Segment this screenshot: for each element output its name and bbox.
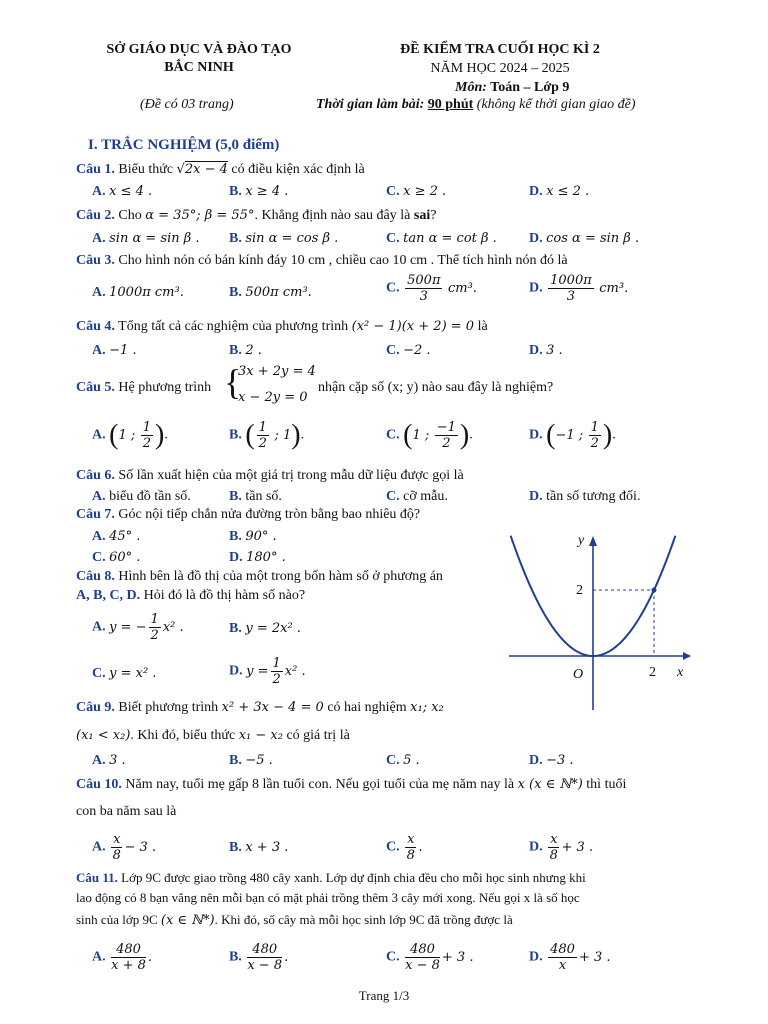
- q10-option-b: B. x + 3 .: [229, 840, 289, 855]
- q9-option-b: B. −5 .: [229, 753, 273, 768]
- q8-option-c: C. y = x² .: [92, 666, 157, 681]
- q5-option-b: B. ( $\frac{1}{2}$ ; 1).: [229, 419, 305, 451]
- exam-page: SỞ GIÁO DỤC VÀ ĐÀO TẠO BẮC NINH (Đề có 03 trang) ĐỀ KIỂM TRA CUỐI HỌC KÌ 2 NĂM HỌC 2024 – 2025 Môn: Toán – Lớp 9 Thời gian làm bài: 90 phút (không kể thời gian giao đề) I. TRẮC NGHIỆM (5,0 điểm) Câu 1. Biểu thức √2x − 4 có điều kiện xác định là A. x ≤ 4 . B. x ≥ 4 . C. x ≥ 2 . D. x ≤ 2 . Câu 2. Cho α = 35°; β = 55°. Khẳng định nào sau đây là sai? A. sin α = sin β . B. sin α = cos β . C. tan α = cot β . D. cos α = sin β . Câu 3. Cho hình nón có bán kính đáy 10 cm , chiều cao 10 cm . Thể tích hình nón đó là A. 1000π cm³. B. 500π cm³. C. $\frac{500\pi}{3}$ cm³. D. $\frac{1000\pi}{3}$ cm³. Câu 4. Tổng tất cả các nghiệm của phương trình (x² − 1)(x + 2) = 0 là A. −1 . B. 2 . C. −2 . D. 3 . Câu 5. Hệ phương trình { 3x + 2y = 4 x − 2y = 0 nhận cặp số (x; y) nào sau đây là nghiệm? A. (1 ; $\frac{1}{2}$ ). B. ( $\frac{1}{2}$ ; 1). C. (1 ; $\frac{-1}{2}$ ). D. (−1 ; $\frac{1}{2}$ ). Câu 6. Số lần xuất hiện của một giá trị trong mẫu dữ liệu được gọi là A. biểu đồ tần số. B. tần số. C. cỡ mẫu. D. tần số tương đối. Câu 7. Góc nội tiếp chắn nửa đường tròn bằng bao nhiêu độ? A. 45° . B. 90° . C. 60° . D. 180° . Câu 8. Hình bên là đồ thị của một trong bốn hàm số ở phương án A, B, C, D. Hỏi đó là đồ thị hàm số nào? A. y = − $\frac{1}{2}$ x² . B. y = 2x² . C. y = x² . D. y = $\frac{1}{2}$ x² . y x O 2 2 Câu 9. Biết phương trình x² + 3x − 4 = 0 có hai nghiệm x₁; x₂ (x₁ < x₂). Khi đó, biểu thức x₁ − x₂ có giá trị là A. 3 . B. −5 . C. 5 . D. −3 . Câu 10. Năm nay, tuổi mẹ gấp 8 lần tuổi con. Nếu gọi tuổi của mẹ năm nay là x (x ∈ ℕ*) thì tuổi con ba năm sau là A. $\frac{x}{8}$ − 3 . B. x + 3 . C. $\frac{x}{8}$ . D. $\frac{x}{8}$ + 3 . Câu 11. Lớp 9C được giao trồng 480 cây xanh. Lớp dự định chia đều cho mỗi học sinh nhưng khi lao động có 8 bạn vắng nên mỗi bạn có mặt phải trồng thêm 3 cây mới xong. Nếu gọi x là số học sinh của lớp 9C (x ∈ ℕ*). Khi đó, số cây mà mỗi học sinh lớp 9C đã trồng được là A. $\frac{480}{x + 8}$ . B. $\frac{480}{x - 8}$ . C. $\frac{480}{x - 8}$ + 3 . D. $\frac{480}{x}$ + 3 . Trang 1/3: [0, 0, 768, 1024]
- q7-stem: Câu 7. Góc nội tiếp chắn nửa đường tròn bằng bao nhiêu độ?: [76, 507, 421, 522]
- q10-option-d: D. $\frac{x}{8}$ + 3 .: [529, 832, 594, 863]
- subject-line: [455, 80, 569, 96]
- q5-option-d: D. (−1 ; $\frac{1}{2}$ ).: [529, 419, 616, 451]
- q6-option-c: C. cỡ mẫu.: [386, 489, 448, 504]
- q8-stem-line1: Câu 8. Hình bên là đồ thị của một trong bốn hàm số ở phương án: [76, 569, 443, 584]
- q2-stem: Câu 2. Cho α = 35°; β = 55°. Khẳng định nào sau đây là sai?: [76, 208, 437, 223]
- graph-origin-label: O: [573, 667, 584, 682]
- q4-option-d: D. 3 .: [529, 343, 563, 358]
- q4-option-b: B. 2 .: [229, 343, 262, 358]
- time-label: Thời gian làm bài:: [316, 97, 425, 112]
- q8-option-b: B. y = 2x² .: [229, 621, 301, 636]
- q1-option-c: C. x ≥ 2 .: [386, 184, 447, 199]
- graph-x-label: x: [677, 665, 684, 680]
- q9-stem-line1: Câu 9. Biết phương trình x² + 3x − 4 = 0 có hai nghiệm x₁; x₂: [76, 700, 444, 715]
- q2-option-a: A. sin α = sin β .: [92, 231, 200, 246]
- q8-option-a: A. y = − $\frac{1}{2}$ x² .: [92, 612, 184, 643]
- q9-option-a: A. 3 .: [92, 753, 126, 768]
- pages-note: (Đề có 03 trang): [140, 97, 234, 112]
- q11-option-b: B. $\frac{480}{x - 8}$ .: [229, 942, 289, 973]
- q9-option-c: C. 5 .: [386, 753, 420, 768]
- q5-label: Câu 5. Hệ phương trình: [76, 380, 212, 395]
- q10-option-a: A. $\frac{x}{8}$ − 3 .: [92, 832, 157, 863]
- q11-option-d: D. $\frac{480}{x}$ + 3 .: [529, 942, 611, 973]
- q4-option-c: C. −2 .: [386, 343, 431, 358]
- q1-stem: Câu 1. Biểu thức √2x − 4 có điều kiện xác định là: [76, 162, 365, 177]
- q11-stem-line1: Câu 11. Lớp 9C được giao trồng 480 cây xanh. Lớp dự định chia đều cho mỗi học sinh nhưng khi: [76, 870, 586, 885]
- q7-option-c: C. 60° .: [92, 550, 141, 565]
- q2-option-b: B. sin α = cos β .: [229, 231, 339, 246]
- q2-option-d: D. cos α = sin β .: [529, 231, 640, 246]
- subject: Toán – Lớp 9: [490, 80, 570, 95]
- q2-option-c: C. tan α = cot β .: [386, 231, 497, 246]
- q6-option-b: B. tần số.: [229, 489, 282, 504]
- graph-y-label: y: [578, 533, 585, 548]
- q7-option-a: A. 45° .: [92, 529, 141, 544]
- graph-y-tick: 2: [576, 583, 583, 598]
- graph-x-tick: 2: [649, 665, 656, 680]
- q6-option-d: D. tần số tương đối.: [529, 489, 641, 504]
- dept-line2: BẮC NINH: [164, 60, 234, 75]
- parabola-graph: [505, 530, 695, 715]
- q4-option-a: A. −1 .: [92, 343, 137, 358]
- q11-option-a: A. $\frac{480}{x + 8}$ .: [92, 942, 153, 973]
- section-title: I. TRẮC NGHIỆM (5,0 điểm): [88, 137, 280, 153]
- dept-line1: SỞ GIÁO DỤC VÀ ĐÀO TẠO: [106, 42, 292, 57]
- q10-option-c: C. $\frac{x}{8}$ .: [386, 832, 423, 863]
- q5-eq1: 3x + 2y = 4: [238, 364, 316, 379]
- q1-option-a: A. x ≤ 4 .: [92, 184, 153, 199]
- q11-option-c: C. $\frac{480}{x - 8}$ + 3 .: [386, 942, 474, 973]
- q6-stem: Câu 6. Số lần xuất hiện của một giá trị trong mẫu dữ liệu được gọi là: [76, 468, 464, 483]
- q9-option-d: D. −3 .: [529, 753, 574, 768]
- q11-stem-line2: lao động có 8 bạn vắng nên mỗi bạn có mặt phải trồng thêm 3 cây mới xong. Nếu gọi x là số học: [76, 890, 580, 905]
- q5-option-a: A. (1 ; $\frac{1}{2}$ ).: [92, 419, 168, 451]
- q1-option-d: D. x ≤ 2 .: [529, 184, 590, 199]
- q3-option-b: B. 500π cm³.: [229, 285, 312, 300]
- q3-option-c: C. $\frac{500\pi}{3}$ cm³.: [386, 273, 477, 304]
- q6-option-a: A. biểu đồ tần số.: [92, 489, 191, 504]
- q9-stem-line2: (x₁ < x₂). Khi đó, biểu thức x₁ − x₂ có giá trị là: [76, 728, 350, 743]
- q4-stem: Câu 4. Tổng tất cả các nghiệm của phương trình (x² − 1)(x + 2) = 0 là: [76, 319, 488, 334]
- q5-option-c: C. (1 ; $\frac{-1}{2}$ ).: [386, 419, 473, 451]
- sqrt-expression: √2x − 4: [176, 162, 228, 177]
- q5-eq2: x − 2y = 0: [238, 390, 308, 405]
- q8-option-d: D. y = $\frac{1}{2}$ x² .: [229, 656, 306, 687]
- school-year: NĂM HỌC 2024 – 2025: [430, 61, 570, 76]
- q5-stem-b: nhận cặp số (x; y) nào sau đây là nghiệm?: [318, 380, 554, 395]
- q3-stem: Câu 3. Cho hình nón có bán kính đáy 10 cm , chiều cao 10 cm . Thể tích hình nón đó là: [76, 253, 568, 268]
- q11-stem-line3: sinh của lớp 9C (x ∈ ℕ*). Khi đó, số cây mà mỗi học sinh lớp 9C đã trồng được là: [76, 912, 513, 928]
- q10-stem-line1: Câu 10. Năm nay, tuổi mẹ gấp 8 lần tuổi con. Nếu gọi tuổi của mẹ năm nay là x (x ∈ ℕ*) thì tuổi: [76, 777, 627, 792]
- time-note: (không kể thời gian giao đề): [476, 97, 636, 112]
- point-2-2: [652, 588, 657, 593]
- time-value: 90 phút: [427, 97, 474, 112]
- exam-title: ĐỀ KIỂM TRA CUỐI HỌC KÌ 2: [400, 42, 600, 57]
- subject-label: Môn:: [455, 80, 487, 95]
- q3-option-d: D. $\frac{1000\pi}{3}$ cm³.: [529, 273, 629, 304]
- q10-stem-line2: con ba năm sau là: [76, 804, 177, 819]
- q3-option-a: A. 1000π cm³.: [92, 285, 184, 300]
- q7-option-d: D. 180° .: [229, 550, 286, 565]
- q1-option-b: B. x ≥ 4 .: [229, 184, 289, 199]
- time-line: [316, 97, 636, 113]
- q7-option-b: B. 90° .: [229, 529, 277, 544]
- x-axis-arrow-icon: [683, 652, 691, 660]
- y-axis-arrow-icon: [589, 536, 597, 546]
- page-number: Trang 1/3: [358, 988, 410, 1003]
- q8-stem-line2: A, B, C, D. Hỏi đó là đồ thị hàm số nào?: [76, 588, 306, 603]
